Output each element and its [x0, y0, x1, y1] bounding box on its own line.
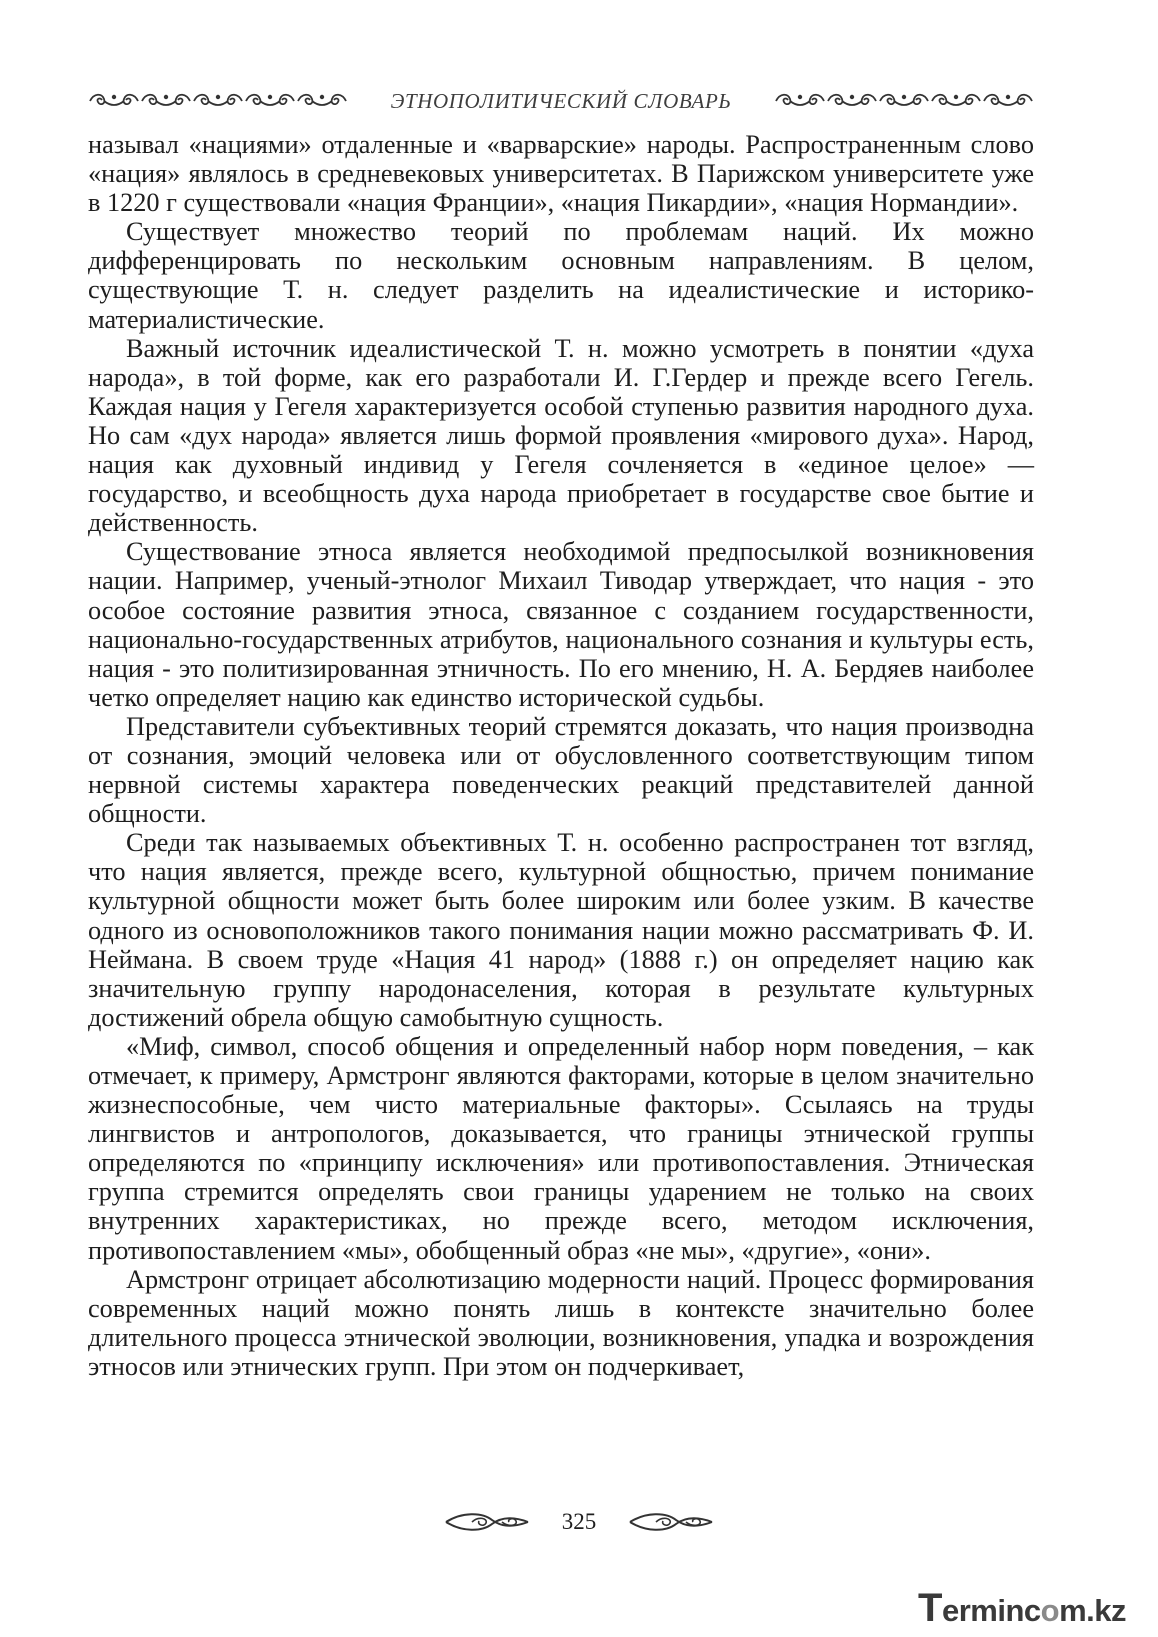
- header-title: ЭТНОПОЛИТИЧЕСКИЙ СЛОВАРЬ: [390, 88, 732, 113]
- paragraph: Существует множество теорий по проблемам наций. Их можно дифференцировать по нескольким основным направлениям. В целом, существующие Т. н. следует разделить на идеалистические и историко-материалистические.: [88, 217, 1034, 334]
- article-body: [88, 130, 1034, 1381]
- swirl-ornament-icon: [442, 1510, 532, 1534]
- site-watermark: [918, 1586, 1126, 1631]
- paragraph: называл «нациями» отдаленные и «варварские» народы. Распространенным слово «нация» являлось в средневековых университетах. В Парижском университете уже в 1220 г существовали «нация Франции», «нация Пикардии», «нация Нормандии».: [88, 130, 1034, 218]
- watermark-text: erminc: [941, 1593, 1041, 1628]
- watermark-o: o: [1040, 1593, 1060, 1628]
- page-footer: [0, 1504, 1158, 1540]
- ornament-band-icon: [88, 90, 348, 112]
- swirl-ornament-icon: [626, 1510, 716, 1534]
- paragraph: Важный источник идеалистической Т. н. можно усмотреть в понятии «духа народа», в той форме, как его разработали И. Г.Гердер и прежде всего Гегель. Каждая нация у Гегеля характеризуется особой ступенью развития народного духа. Но сам «дух народа» является лишь формой проявления «мирового духа». Народ, нация как духовный индивид у Гегеля сочленяется в «единое целое» — государство, и всеобщность духа народа приобретает в государстве свое бытие и действенность.: [88, 333, 1034, 538]
- page-number: 325: [561, 1509, 597, 1534]
- paragraph: Существование этноса является необходимой предпосылкой возникновения нации. Например, ученый-этнолог Михаил Тиводар утверждает, что нация - это особое состояние развития этноса, связанное с созданием государственности, национально-государственных атрибутов, национального сознания и культуры есть, нация - это политизированная этничность. По его мнению, Н. А. Бердяев наиболее четко определяет нацию как единство исторической судьбы.: [88, 537, 1034, 712]
- paragraph: Среди так называемых объективных Т. н. особенно распространен тот взгляд, что нация является, прежде всего, культурной общностью, причем понимание культурной общности может быть более широким или более узким. В качестве одного из основоположников такого понимания нации можно рассматривать Ф. И. Неймана. В своем труде «Нация 41 народ» (1888 г.) он определяет нацию как значительную группу народонаселения, которая в результате культурных достижений обрела общую самобытную сущность.: [88, 828, 1034, 1032]
- watermark-initial: T: [918, 1586, 942, 1630]
- watermark-domain: m.kz: [1059, 1593, 1126, 1628]
- paragraph: «Миф, символ, способ общения и определенный набор норм поведения, – как отмечает, к примеру, Армстронг являются факторами, которые в целом значительно жизнеспособные, чем чисто материальные факторы». Ссылаясь на труды лингвистов и антропологов, доказывается, что границы этнической группы определяются по «принципу исключения» или противопоставления. Этническая группа стремится определять свои границы ударением не только на своих внутренних характеристиках, но прежде всего, методом исключения, противопоставлением «мы», обобщенный образ «не мы», «другие», «они».: [88, 1031, 1034, 1265]
- ornament-band-icon: [774, 90, 1034, 112]
- running-header: [88, 86, 1034, 116]
- paragraph: Армстронг отрицает абсолютизацию модерности наций. Процесс формирования современных наций можно понять лишь в контексте значительно более длительного процесса этнической эволюции, возникновения, упадка и возрождения этносов или этнических групп. При этом он подчеркивает,: [88, 1264, 1034, 1381]
- paragraph: Представители субъективных теорий стремятся доказать, что нация производна от сознания, эмоций человека или от обусловленного соответствующим типом нервной системы характера поведенческих реакций представителей данной общности.: [88, 711, 1034, 829]
